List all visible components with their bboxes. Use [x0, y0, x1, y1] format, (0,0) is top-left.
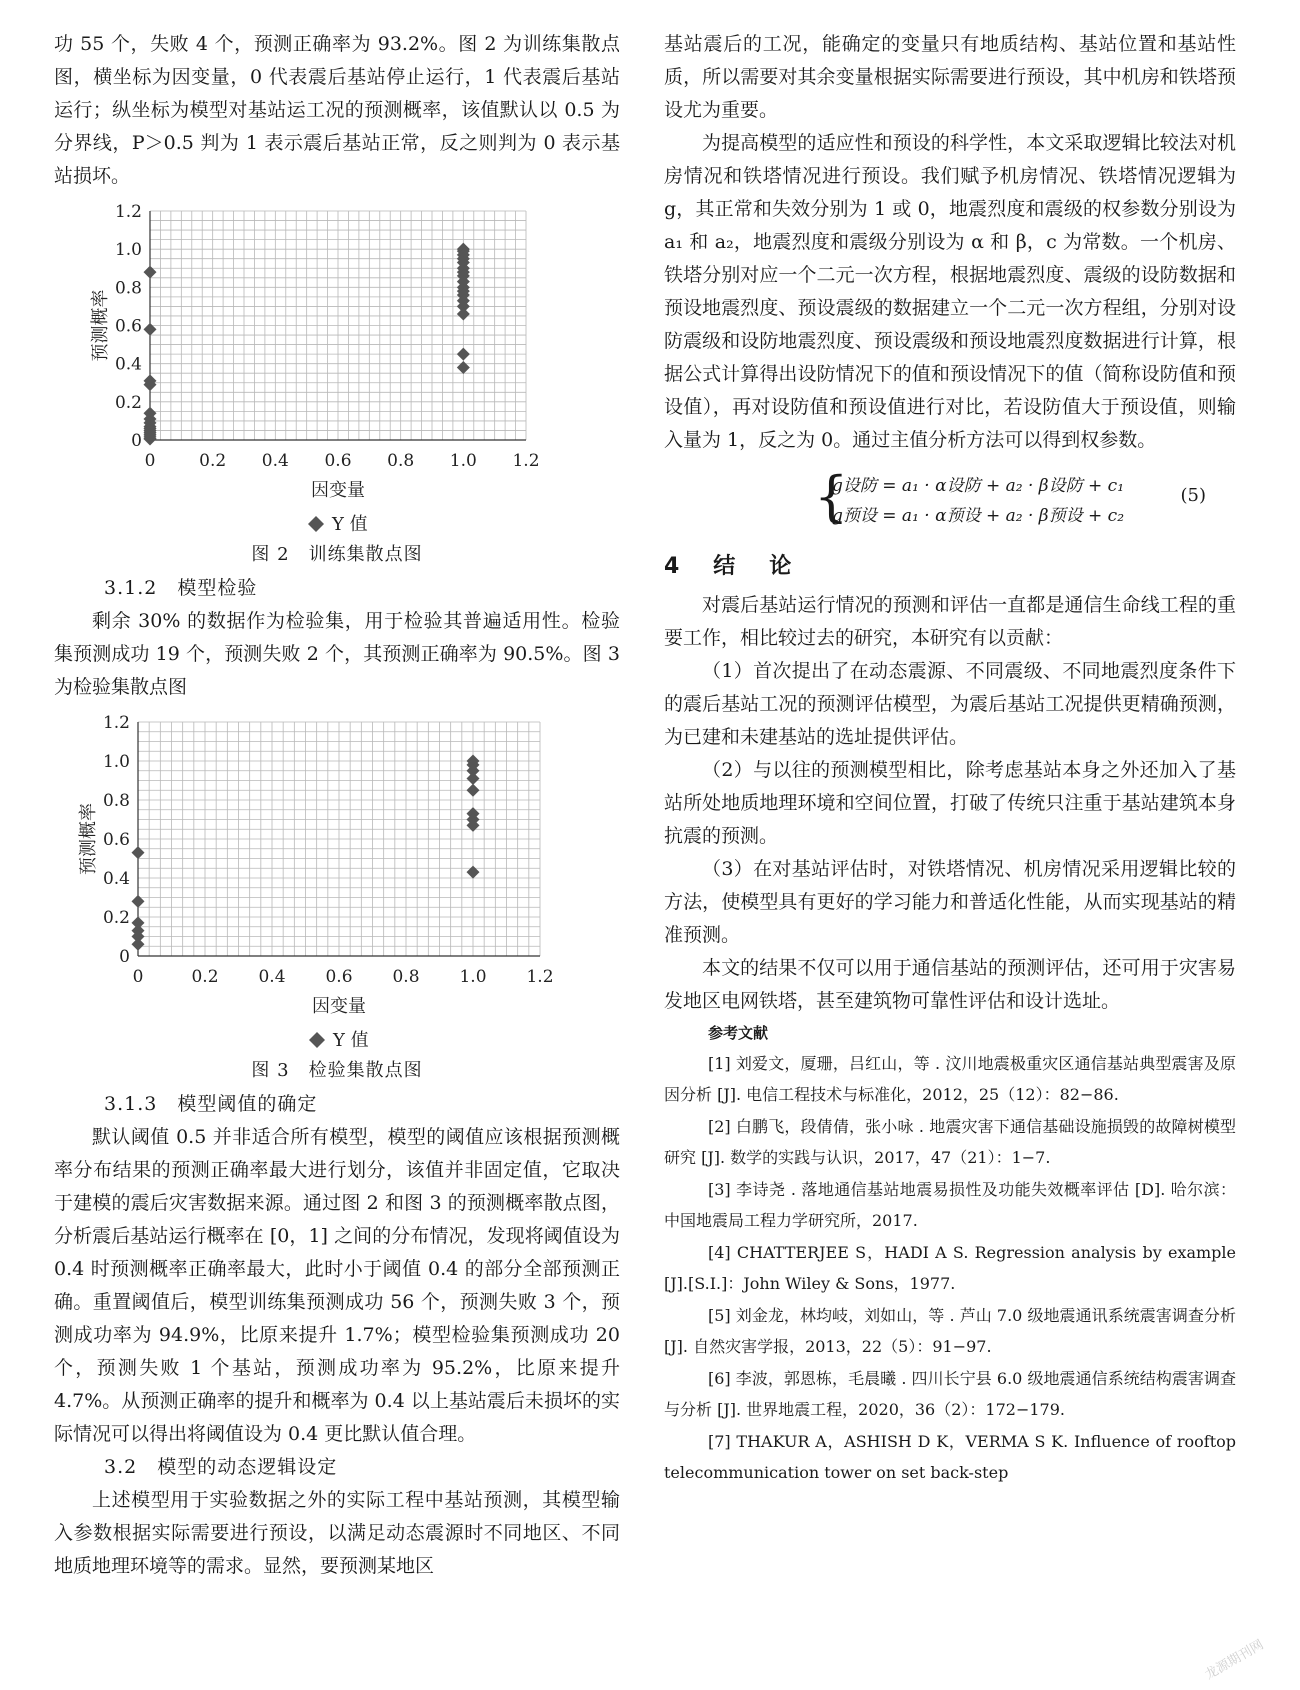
validation-scatter-chart [54, 704, 620, 1054]
reference-item: [6] 李波，郭恩栋，毛晨曦 . 四川长宁县 6.0 级地震通信系统结构震害调查与分析 [J]. 世界地震工程，2020，36（2）：172−179. [664, 1369, 1236, 1419]
x-tick-label: 1.2 [512, 451, 540, 471]
y-tick-label: 1.2 [114, 202, 142, 222]
x-tick-label: 0.4 [258, 967, 286, 987]
watermark: 龙源期刊网 [1202, 1637, 1267, 1683]
y-axis-label: 预测概率 [90, 289, 111, 362]
reference-item: [5] 刘金龙，林均岐，刘如山，等 . 芦山 7.0 级地震通讯系统震害调查分析 [J]. 自然灾害学报，2013，22（5）：91−97. [664, 1306, 1236, 1356]
reference-list [664, 1048, 1236, 1488]
figure-3-caption: 图 3 检验集散点图 [251, 1060, 423, 1081]
equation-line-1: g设防 = a₁ · α设防 + a₂ · β设防 + c₁ [832, 476, 1125, 496]
y-tick-label: 0.8 [102, 791, 130, 811]
x-tick-label: 0.8 [392, 967, 420, 987]
equation-line-2: g预设 = a₁ · α预设 + a₂ · β预设 + c₂ [832, 506, 1125, 526]
y-tick-label: 0 [119, 947, 130, 967]
x-tick-label: 0.6 [325, 967, 353, 987]
training-scatter-chart [54, 193, 620, 538]
data-point [132, 938, 145, 951]
y-tick-label: 0.6 [114, 316, 142, 337]
body-paragraph: 功 55 个，失败 4 个，预测正确率为 93.2%。图 2 为训练集散点图，横坐标为因变量，0 代表震后基站停止运行，1 代表震后基站运行；纵坐标为模型对基站运工况的预测概率，该值默认以 0.5 为分界线，P＞0.5 判为 1 表示震后基站正常，反之则判为 0 表示基站损坏。 [54, 33, 620, 187]
equation-number: (5) [1180, 485, 1206, 506]
conclusion-item-3: （3）在对基站评估时，对铁塔情况、机房情况采用逻辑比较的方法，使模型具有更好的学习能力和普适化性能，从而实现基站的精准预测。 [664, 858, 1236, 946]
y-tick-label: 1.0 [114, 240, 142, 261]
data-point [467, 772, 480, 785]
y-tick-label: 1.2 [102, 713, 130, 733]
section-heading-3-1-2: 3.1.2 模型检验 [104, 577, 258, 599]
x-tick-label: 0.4 [261, 451, 289, 471]
legend-marker [308, 516, 324, 532]
left-column [54, 28, 620, 1583]
data-point [144, 266, 157, 279]
reference-item: [7] THAKUR A，ASHISH D K，VERMA S K. Influence of rooftop telecommunication tower on set back-step [664, 1432, 1236, 1482]
x-tick-label: 1.0 [459, 967, 487, 987]
body-paragraph: 剩余 30% 的数据作为检验集，用于检验其普遍适用性。检验集预测成功 19 个，预测失败 2 个，其预测正确率为 90.5%。图 3 为检验集散点图 [54, 610, 620, 698]
legend-marker [309, 1032, 325, 1048]
figure-2 [54, 193, 620, 538]
body-paragraph: 上述模型用于实验数据之外的实际工程中基站预测，其模型输入参数根据实际需要进行预设，以满足动态震源时不同地区、不同地质地理环境等的需求。显然，要预测某地区 [54, 1489, 620, 1577]
reference-item: [1] 刘爱文，厦珊，吕红山，等 . 汶川地震极重灾区通信基站典型震害及原因分析 [J]. 电信工程技术与标准化，2012，25（12）：82−86. [664, 1054, 1236, 1104]
data-point [457, 308, 470, 321]
legend-label: Y 值 [333, 1030, 369, 1051]
right-column [664, 28, 1236, 1489]
x-tick-label: 0 [144, 451, 156, 471]
data-point [457, 348, 470, 361]
conclusion-item-2: （2）与以往的预测模型相比，除考虑基站本身之外还加入了基站所处地质地理环境和空间位置，打破了传统只注重于基站建筑本身抗震的预测。 [664, 759, 1236, 847]
x-tick-label: 0.8 [387, 451, 415, 471]
body-paragraph: 对震后基站运行情况的预测和评估一直都是通信生命线工程的重要工作，相比较过去的研究，本研究有以贡献： [664, 594, 1236, 649]
y-tick-label: 0.4 [114, 354, 142, 375]
x-tick-label: 0.6 [324, 451, 352, 471]
y-tick-label: 0.8 [114, 278, 142, 299]
body-paragraph: 本文的结果不仅可以用于通信基站的预测评估，还可用于灾害易发地区电网铁塔，甚至建筑物可靠性评估和设计选址。 [664, 957, 1236, 1012]
equation-5 [664, 465, 1236, 531]
body-paragraph: 默认阈值 0.5 并非适合所有模型，模型的阈值应该根据预测概率分布结果的预测正确率最大进行划分，该值并非固定值，它取决于建模的震后灾害数据来源。通过图 2 和图 3 的预测概率散点图，分析震后基站运行概率在 [0，1] 之间的分布情况，发现将阈值设为 0.4 时预测概率正确率最大，此时小于阈值 0.4 的部分全部预测正确。重置阈值后，模型训练集预测成功 56 个，预测失败 3 个，预测成功率为 94.9%，比原来提升 1.7%；模型检验集预测成功 20 个，预测失败 1 个基站，预测成功率为 95.2%，比原来提升 4.7%。从预测正确率的提升和概率为 0.4 以上基站震后未损坏的实际情况可以得出将阈值设为 0.4 更比默认值合理。 [54, 1126, 620, 1445]
y-tick-label: 0.2 [102, 908, 130, 928]
y-tick-label: 1.0 [102, 752, 130, 772]
legend-label: Y 值 [332, 514, 368, 535]
data-point [144, 323, 157, 336]
data-point [467, 866, 480, 879]
y-tick-label: 0 [131, 431, 142, 451]
reference-item: [4] CHATTERJEE S，HADI A S. Regression analysis by example [J].[S.I.]：John Wiley & Sons，1977. [664, 1243, 1236, 1293]
x-tick-label: 1.2 [526, 967, 554, 987]
reference-item: [3] 李诗尧 . 落地通信基站地震易损性及功能失效概率评估 [D]. 哈尔滨：中国地震局工程力学研究所，2017. [664, 1180, 1236, 1230]
figure-3 [54, 704, 620, 1054]
section-heading-3-2: 3.2 模型的动态逻辑设定 [104, 1456, 338, 1478]
x-tick-label: 1.0 [449, 451, 477, 471]
x-axis-label: 因变量 [311, 480, 365, 501]
figure-2-caption: 图 2 训练集散点图 [251, 544, 423, 565]
x-axis-label: 因变量 [312, 996, 366, 1017]
reference-item: [2] 白鹏飞，段倩倩，张小咏 . 地震灾害下通信基础设施损毁的故障树模型研究 [J]. 数学的实践与认识，2017，47（21）：1−7. [664, 1117, 1236, 1167]
body-paragraph: 为提高模型的适应性和预设的科学性，本文采取逻辑比较法对机房情况和铁塔情况进行预设。我们赋予机房情况、铁塔情况逻辑为 g，其正常和失效分别为 1 或 0，地震烈度和震级的权参数分别设为 a₁ 和 a₂，地震烈度和震级分别设为 α 和 β，c 为常数。一个机房、铁塔分别对应一个二元一次方程，根据地震烈度、震级的设防数据和预设地震烈度、预设震级的数据建立一个二元一次方程组，分别对设防震级和设防地震烈度、预设震级和预设地震烈度数据进行计算，根据公式计算得出设防情况下的值和预设情况下的值（简称设防值和预设值），再对设防值和预设值进行对比，若设防值大于预设值，则输入量为 1，反之为 0。通过主值分析方法可以得到权参数。 [664, 132, 1236, 451]
y-axis-label: 预测概率 [78, 803, 99, 875]
section-heading-3-1-3: 3.1.3 模型阈值的确定 [104, 1093, 318, 1115]
y-tick-label: 0.6 [102, 830, 130, 850]
section-heading-4: 4 结 论 [664, 554, 798, 579]
data-point [132, 846, 145, 859]
x-tick-label: 0.2 [191, 967, 219, 987]
data-point [467, 784, 480, 797]
brace-symbol: { [814, 465, 849, 528]
data-point [132, 895, 145, 908]
x-tick-label: 0 [132, 967, 144, 987]
conclusion-item-1: （1）首次提出了在动态震源、不同震级、不同地震烈度条件下的震后基站工况的预测评估模型，为震后基站工况提供更精确预测，为已建和未建基站的选址提供评估。 [664, 660, 1236, 748]
y-tick-label: 0.2 [114, 392, 142, 413]
data-point [457, 361, 470, 374]
y-tick-label: 0.4 [102, 869, 130, 889]
x-tick-label: 0.2 [199, 451, 227, 471]
body-paragraph: 基站震后的工况，能确定的变量只有地质结构、基站位置和基站性质，所以需要对其余变量根据实际需要进行预设，其中机房和铁塔预设尤为重要。 [664, 33, 1236, 121]
references-heading: 参考文献 [708, 1024, 769, 1042]
